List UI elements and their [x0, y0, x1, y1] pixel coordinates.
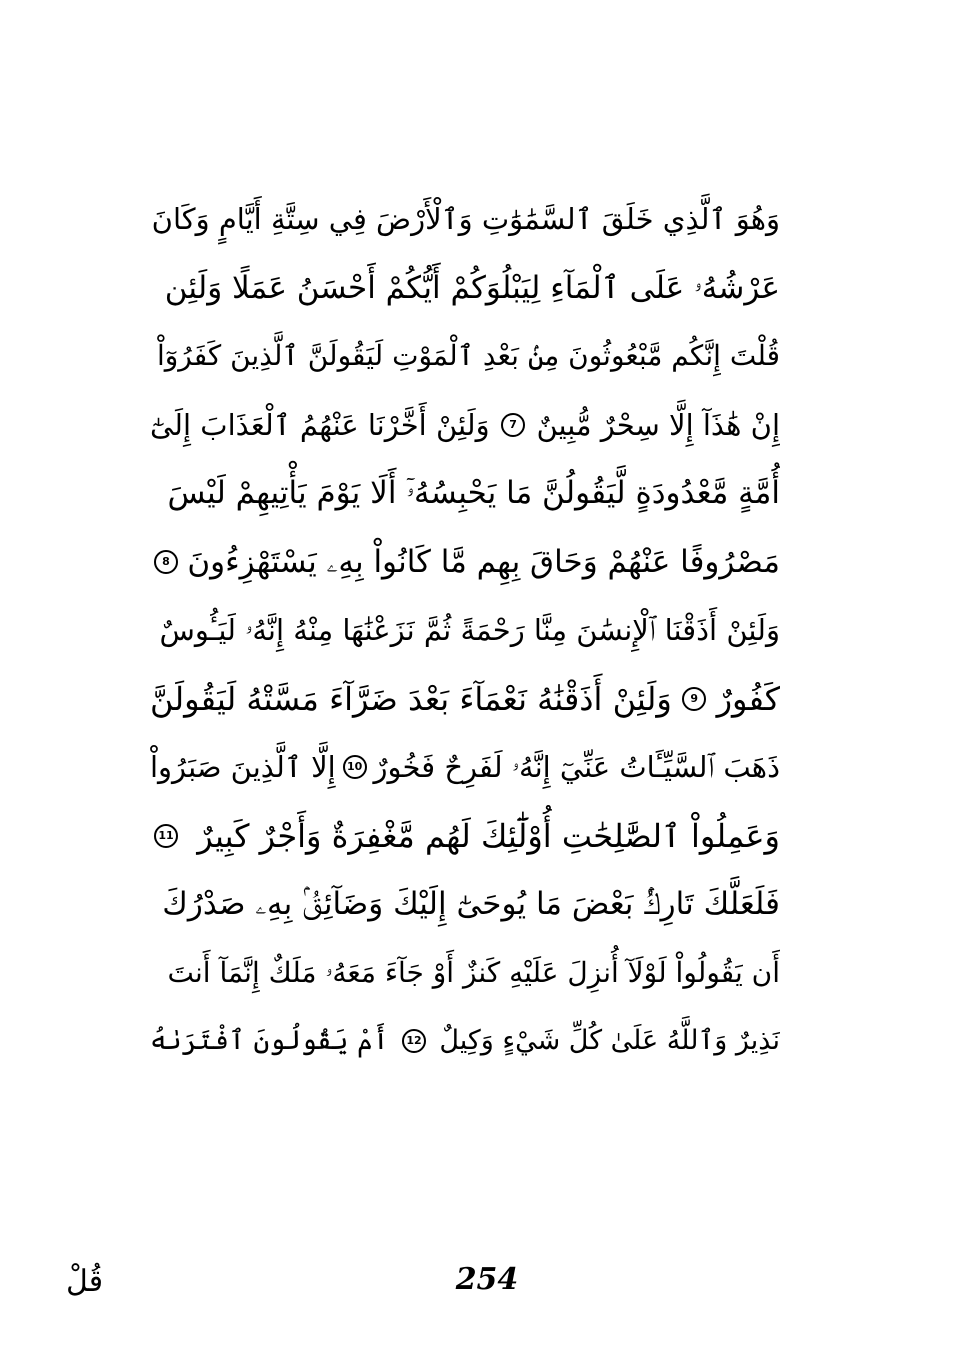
text-line [150, 459, 780, 528]
ayah-number-marker: 12 [402, 1029, 426, 1053]
verse-text: وَلَئِنْ أَذَقْنَا ٱلْإِنسَٰنَ مِنَّا رَحْمَةً ثُمَّ نَزَعْنَٰهَا مِنْهُ إِنَّهُۥ لَيَـُٔوسٌ [159, 613, 780, 647]
text-line [150, 802, 780, 871]
text-line [150, 254, 780, 323]
text-line [150, 596, 780, 665]
ayah-number-marker: 11 [154, 824, 178, 848]
verse-text: نَذِيرٌ وَٱللَّهُ عَلَىٰ كُلِّ شَيْءٍ وَكِيلٌ [439, 1025, 780, 1056]
text-line [150, 939, 780, 1008]
verse-text: قُلْتَ إِنَّكُم مَّبْعُوثُونَ مِنۢ بَعْدِ ٱلْمَوْتِ لَيَقُولَنَّ ٱلَّذِينَ كَفَرُوٓاْ [156, 339, 780, 372]
verse-text: فَلَعَلَّكَ تَارِكُۢ بَعْضَ مَا يُوحَىٰٓ إِلَيْكَ وَضَآئِقُۢ بِهِۦ صَدْرُكَ [162, 886, 780, 922]
verse-text: وَعَمِلُواْ ٱلصَّٰلِحَٰتِ أُوْلَٰٓئِكَ لَهُم مَّغْفِرَةٌ وَأَجْرٌ كَبِيرٌ [197, 816, 780, 855]
ayah-number-marker: 7 [501, 413, 525, 437]
text-line [150, 870, 780, 939]
verse-text: إِنْ هَٰذَآ إِلَّا سِحْرٌ مُّبِينٌ [536, 407, 780, 442]
ayah-number-marker: 9 [682, 687, 706, 711]
text-line [150, 1007, 780, 1076]
verse-text: أُمَّةٍ مَّعْدُودَةٍ لَّيَقُولُنَّ مَا يَحْبِسُهُۥٓ أَلَا يَوْمَ يَأْتِيهِمْ لَيْسَ [167, 475, 780, 511]
ayah-number-marker: 8 [154, 550, 178, 574]
verse-text: أَن يَقُولُواْ لَوْلَآ أُنزِلَ عَلَيْهِ كَنزٌ أَوْ جَآءَ مَعَهُۥ مَلَكٌ إِنَّمَآ أَنتَ [167, 955, 780, 989]
text-line [150, 733, 780, 802]
verse-text: ذَهَبَ ٱلسَّيِّـَٔاتُ عَنِّيٓ إِنَّهُۥ لَفَرِحٌ فَخُورٌ [373, 750, 780, 784]
text-line [150, 665, 780, 734]
verse-text: مَصْرُوفًا عَنْهُمْ وَحَاقَ بِهِم مَّا كَانُواْ بِهِۦ يَسْتَهْزِءُونَ [187, 543, 780, 580]
ayah-number-marker: 10 [343, 755, 367, 779]
verse-text: وَلَئِنْ أَخَّرْنَا عَنْهُمُ ٱلْعَذَابَ إِلَىٰٓ [150, 407, 490, 442]
verse-text: كَفُورٌ [716, 679, 780, 718]
verse-text: عَرْشُهُۥ عَلَى ٱلْمَآءِ لِيَبْلُوَكُمْ أَيُّكُمْ أَحْسَنُ عَمَلًا وَلَئِن [164, 269, 780, 306]
catchword: قُلْ [66, 1264, 104, 1299]
page-number: 254 [455, 1262, 519, 1297]
verse-text: أَمْ يَقُولُونَ ٱفْتَرَىٰهُ [150, 1025, 389, 1056]
text-line [150, 322, 780, 391]
text-line [150, 391, 780, 460]
verse-text: إِلَّا ٱلَّذِينَ صَبَرُواْ [150, 750, 336, 784]
text-line [150, 528, 780, 597]
verse-text: وَهُوَ ٱلَّذِي خَلَقَ ٱلسَّمَٰوَٰتِ وَٱلْأَرْضَ فِي سِتَّةِ أَيَّامٍ وَكَانَ [151, 202, 780, 236]
quran-text-block [150, 185, 780, 1076]
verse-text: وَلَئِنْ أَذَقْنَٰهُ نَعْمَآءَ بَعْدَ ضَرَّآءَ مَسَّتْهُ لَيَقُولَنَّ [150, 679, 672, 718]
text-line [150, 185, 780, 254]
